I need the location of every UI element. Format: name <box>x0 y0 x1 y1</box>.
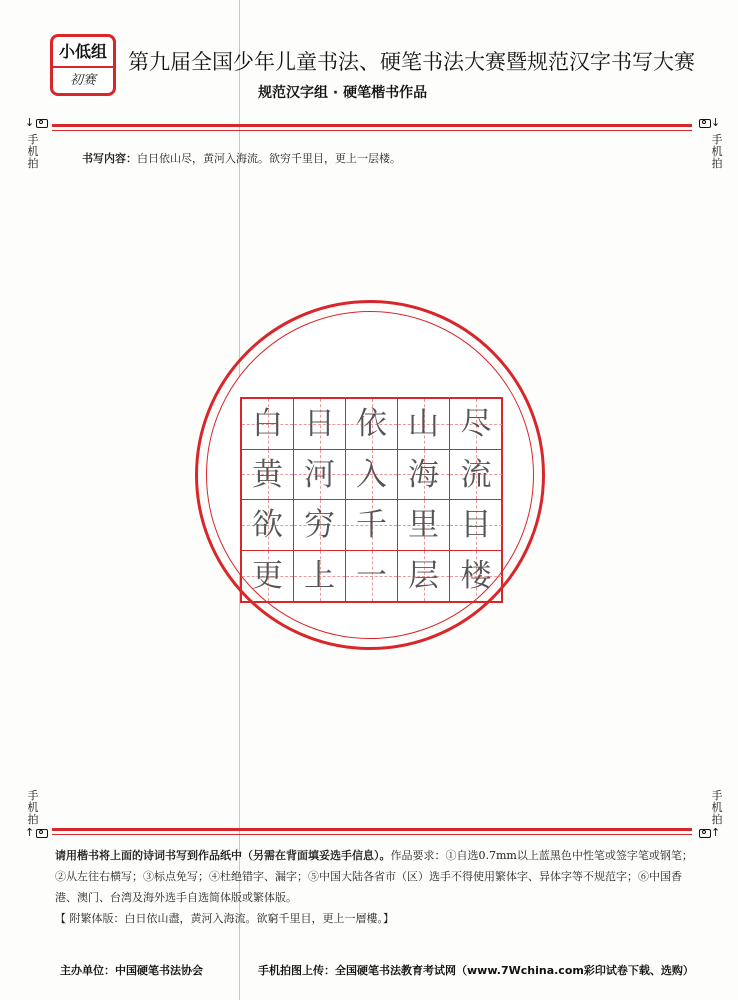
top-right-photo-mark <box>697 116 720 129</box>
arrow-down-icon: ↓ <box>711 116 721 129</box>
grid-cell <box>450 551 502 602</box>
arrow-down-icon: ↓ <box>25 116 35 129</box>
grid-character: 楼 <box>460 557 492 594</box>
grid-character: 穷 <box>304 507 335 543</box>
grid-cell <box>450 450 502 501</box>
grid-character: 依 <box>356 406 387 442</box>
writing-grid <box>240 397 503 603</box>
grid-character: 河 <box>304 456 335 493</box>
grid-character: 里 <box>408 507 439 543</box>
grid-cell <box>346 399 398 450</box>
grid-cell <box>398 551 450 602</box>
grid-character: 白 <box>252 406 283 442</box>
grid-cell <box>242 500 294 551</box>
camera-icon <box>699 119 711 128</box>
group-label: 小低组 <box>53 37 113 68</box>
grid-character: 更 <box>252 557 283 594</box>
upload-info: 手机拍图上传：全国硬笔书法教育考试网（www.7Wchina.com彩印试卷下载、选购） <box>258 964 694 977</box>
page-title: 第九届全国少年儿童书法、硬笔书法大赛暨规范汉字书写大赛 <box>128 50 695 74</box>
grid-cell <box>450 399 502 450</box>
grid-cell <box>450 500 502 551</box>
grid-cell <box>242 450 294 501</box>
writing-content-label: 书写内容： <box>82 152 137 165</box>
grid-character: 千 <box>356 507 387 543</box>
traditional-version: 【 附繁体版：白日依山盡，黄河入海流。欲窮千里目，更上一層樓。】 <box>55 912 394 925</box>
grid-cell <box>294 399 346 450</box>
grid-character: 海 <box>408 456 439 493</box>
bottom-rule-thin <box>52 834 692 835</box>
grid-character: 流 <box>460 456 492 493</box>
grid-cell <box>346 500 398 551</box>
requirements <box>55 845 695 929</box>
arrow-up-icon: ↑ <box>711 826 721 839</box>
grid-character: 日 <box>304 406 335 442</box>
top-rule-thin <box>52 130 692 131</box>
phone-label-top-right: 手机拍 <box>711 133 723 170</box>
grid-character: 上 <box>304 557 335 594</box>
writing-content-text: 白日依山尽，黄河入海流。欲穷千里目，更上一层楼。 <box>137 152 401 165</box>
grid-character: 黄 <box>252 456 283 493</box>
grid-cell <box>398 500 450 551</box>
grid-cell <box>346 551 398 602</box>
grid-character: 欲 <box>252 507 283 543</box>
organizer: 主办单位：中国硬笔书法协会 <box>60 964 203 977</box>
bottom-rule <box>52 828 692 831</box>
phone-label-bottom-left: 手机拍 <box>27 789 39 826</box>
camera-icon <box>36 829 48 838</box>
writing-content <box>82 150 401 166</box>
grid-cell <box>294 450 346 501</box>
grid-character: 目 <box>460 507 492 543</box>
camera-icon <box>36 119 48 128</box>
page-subtitle: 规范汉字组 · 硬笔楷书作品 <box>258 85 428 101</box>
arrow-up-icon: ↑ <box>25 826 35 839</box>
top-left-photo-mark <box>25 116 48 129</box>
phone-label-top-left: 手机拍 <box>27 133 39 170</box>
bottom-left-photo-mark <box>25 826 48 839</box>
grid-character: 一 <box>356 557 387 594</box>
grid-character: 层 <box>408 557 439 594</box>
top-rule <box>52 124 692 127</box>
grid-cell <box>398 450 450 501</box>
camera-icon <box>699 829 711 838</box>
requirements-lead: 请用楷书将上面的诗词书写到作品纸中（另需在背面填妥选手信息）。 <box>55 849 391 862</box>
grid-cell <box>242 399 294 450</box>
phone-label-bottom-right: 手机拍 <box>711 789 723 826</box>
grid-cell <box>294 500 346 551</box>
grid-character: 尽 <box>460 406 492 442</box>
requirements-body: 作品要求：①自选0.7mm以上蓝黑色中性笔或签字笔或钢笔；②从左往右横写；③标点免写；④杜绝错字、漏字；⑤中国大陆各省市（区）选手不得使用繁体字、异体字等不规范字；⑥中国香港、澳门、台湾及海外选手自选简体版或繁体版。 <box>55 849 693 904</box>
stage-label: 初赛 <box>69 73 96 88</box>
grid-cell <box>398 399 450 450</box>
grid-character: 山 <box>408 406 439 442</box>
bottom-right-photo-mark <box>697 826 720 839</box>
grid-cell <box>346 450 398 501</box>
grid-cell <box>294 551 346 602</box>
grid-cell <box>242 551 294 602</box>
group-badge <box>50 34 116 96</box>
grid-character: 入 <box>356 456 387 493</box>
